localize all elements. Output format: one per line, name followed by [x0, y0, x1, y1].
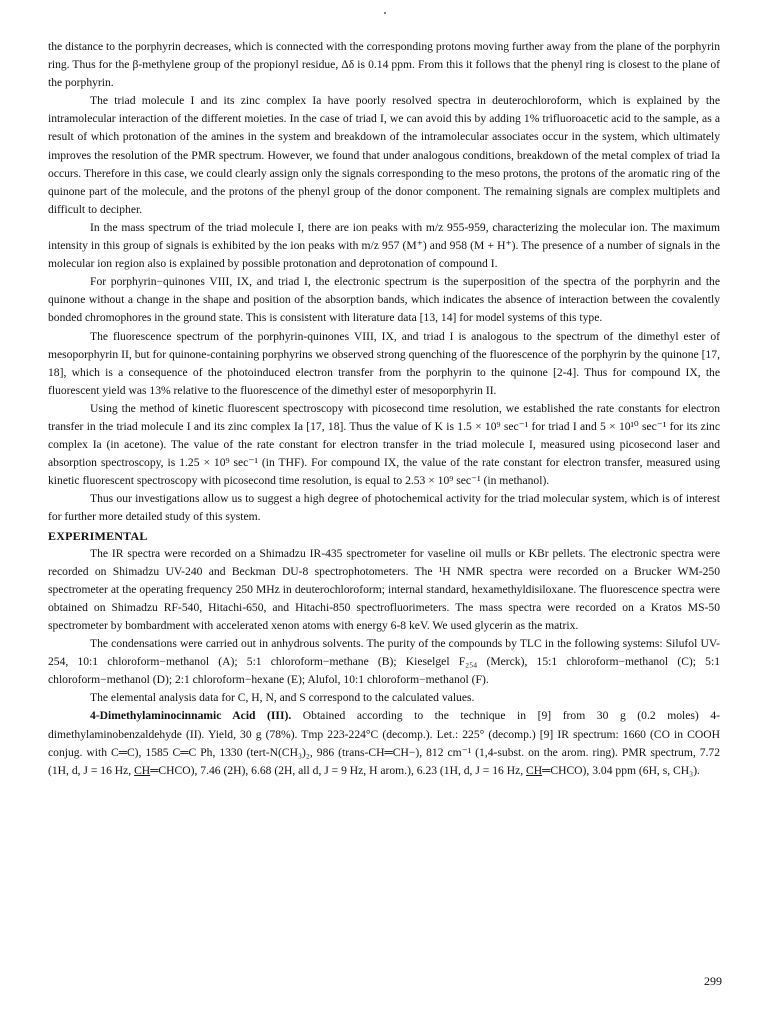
paragraph-compound-iii [48, 707, 720, 779]
compound-underlined-2: CH [526, 763, 543, 777]
compound-underlined-1: CH [134, 763, 151, 777]
compound-text-2: ═CHCO), 7.46 (2H), 6.68 (2H, all d, J = 9 Hz, H arom.), 6.23 (1H, d, J = 16 Hz, [150, 763, 527, 777]
section-heading-experimental: EXPERIMENTAL [48, 528, 148, 543]
paragraph-instruments: The IR spectra were recorded on a Shimadzu IR-435 spectrometer for vaseline oil mulls or KBr pellets. The electronic spectra were recorded on Shimadzu UV-240 and Beckman DU-8 spectrophotometers. The ¹H NMR spectra were recorded on a Brucker WM-250 spectrometer at the operating frequency 250 MHz in deuterochloroform; internal standard, hexamethyldisiloxane. The fluorescence spectra were obtained on Shimadzu RF-540, Hitachi-650, and Hitachi-850 spectrofluorimeters. The mass spectra were recorded on a Kratos MS-50 spectrometer by bombardment with accelerated xenon atoms with energy 6-8 keV. We used glycerin as the matrix. [48, 546, 720, 632]
paragraph-conclusion: Thus our investigations allow us to suggest a high degree of photochemical activity for the triad molecular system, which is of interest for further more detailed study of this system. [48, 492, 720, 524]
scan-speck [384, 12, 386, 14]
paragraph-rate-constants: Using the method of kinetic fluorescent spectroscopy with picosecond time resolution, we established the rate constants for electron transfer in the triad molecule I and its zinc complex Ia [17, 18]. Thus the value of K is 1.5 × 10⁹ sec⁻¹ for triad I and 5 × 10¹⁰ sec⁻¹ for its zinc complex Ia (in acetone). The value of the rate constant for electron transfer in the triad molecule I, measured using picosecond laser and absorption spectroscopy, is 1.25 × 10⁹ sec⁻¹ (in THF). For compound IX, the value of the rate constant for electron transfer, measured using kinetic fluorescent spectroscopy with picosecond time resolution, is equal to 2.53 × 10⁹ sec⁻¹ (in methanol). [48, 401, 720, 488]
compound-text-1: Obtained according to the technique in [9] from 30 g (0.2 moles) 4-dimethylaminobenzaldehyde (II). Yield, 30 g (78%). Tmp 223-224°C (decomp.). Let.: 225° (decomp.) [9] IR spectrum: 1660 (CO in COOH conjug. with C═C), 1585 C═C Ph, 1330 (tert-N(CH₃)₂, 986 (trans-CH═CH−), 812 cm⁻¹ (1,4-subst. on the arom. ring). PMR spectrum, 7.72 (1H, d, J = 16 Hz, [48, 709, 720, 777]
compound-text-3: ═CHCO), 3.04 ppm (6H, s, CH₃). [542, 763, 700, 777]
paragraph-elemental-analysis: The elemental analysis data for C, H, N, and S correspond to the calculated values. [90, 691, 475, 705]
paragraph-triad-spectra: The triad molecule I and its zinc complex Ia have poorly resolved spectra in deuterochloroform, which is explained by the intramolecular interaction of the different moieties. In the case of triad I, we can avoid this by adding 1% trifluoroacetic acid to the sample, as a result of which protonation of the amines in the system and breakdown of the intramolecular associates occur in the system, which ultimately improves the resolution of the PMR spectrum. However, we found that under analogous conditions, breakdown of the metal complex of triad Ia occurs. Therefore in this case, we could clearly assign only the signals corresponding to the meso protons, the protons of the aromatic ring of the quinone part of the molecule, and the protons of the phenyl group of the donor component. The remaining signals are complex multiplets and difficult to decipher. [48, 94, 720, 216]
paragraph-tlc-systems: The condensations were carried out in anhydrous solvents. The purity of the compounds by TLC in the following systems: Silufol UV-254, 10:1 chloroform−methanol (A); 5:1 chloroform−methane (B); Kieselgel F₂₅₄ (Merck), 15:1 chloroform−methanol (C); 5:1 chloroform−methanol (D); 2:1 chloroform−hexane (E); Alufol, 10:1 chloroform−methanol (F). [48, 637, 720, 687]
page-body [48, 38, 720, 780]
paragraph-fluorescence: The fluorescence spectrum of the porphyrin-quinones VIII, IX, and triad I is analogous to the spectrum of the dimethyl ester of mesoporphyrin II, but for quinone-containing porphyrins we observed strong quenching of the fluorescence of the porphyrin by the quinone [17, 18], which is a consequence of the photoinduced electron transfer from the porphyrin to the quinone [2-4]. Thus for compound IX, the fluorescent yield was 13% relative to the fluorescence of the dimethyl ester of mesoporphyrin II. [48, 329, 720, 397]
compound-name: 4-Dimethylaminocinnamic Acid (III). [90, 709, 292, 723]
paragraph-electronic-spectrum: For porphyrin−quinones VIII, IX, and triad I, the electronic spectrum is the superposition of the spectra of the porphyrin and the quinone without a change in the shape and position of the absorption bands, which indicates the absence of interaction between the covalently bonded chromophores in the ground state. This is consistent with literature data [13, 14] for model systems of this type. [48, 275, 720, 325]
page-number: 299 [704, 974, 722, 988]
paragraph-mass-spectrum: In the mass spectrum of the triad molecule I, there are ion peaks with m/z 955-959, characterizing the molecular ion. The maximum intensity in this group of signals is exhibited by the ion peaks with m/z 957 (M⁺) and 958 (M + H⁺). The presence of a number of signals in the molecular ion region also is explained by possible protonation and deprotonation of compound I. [48, 220, 720, 271]
paragraph-continuation: the distance to the porphyrin decreases, which is connected with the corresponding protons moving further away from the plane of the porphyrin ring. Thus for the β-methylene group of the propionyl residue, Δδ is 0.14 ppm. From this it follows that the phenyl ring is closest to the plane of the porphyrin. [48, 40, 720, 90]
